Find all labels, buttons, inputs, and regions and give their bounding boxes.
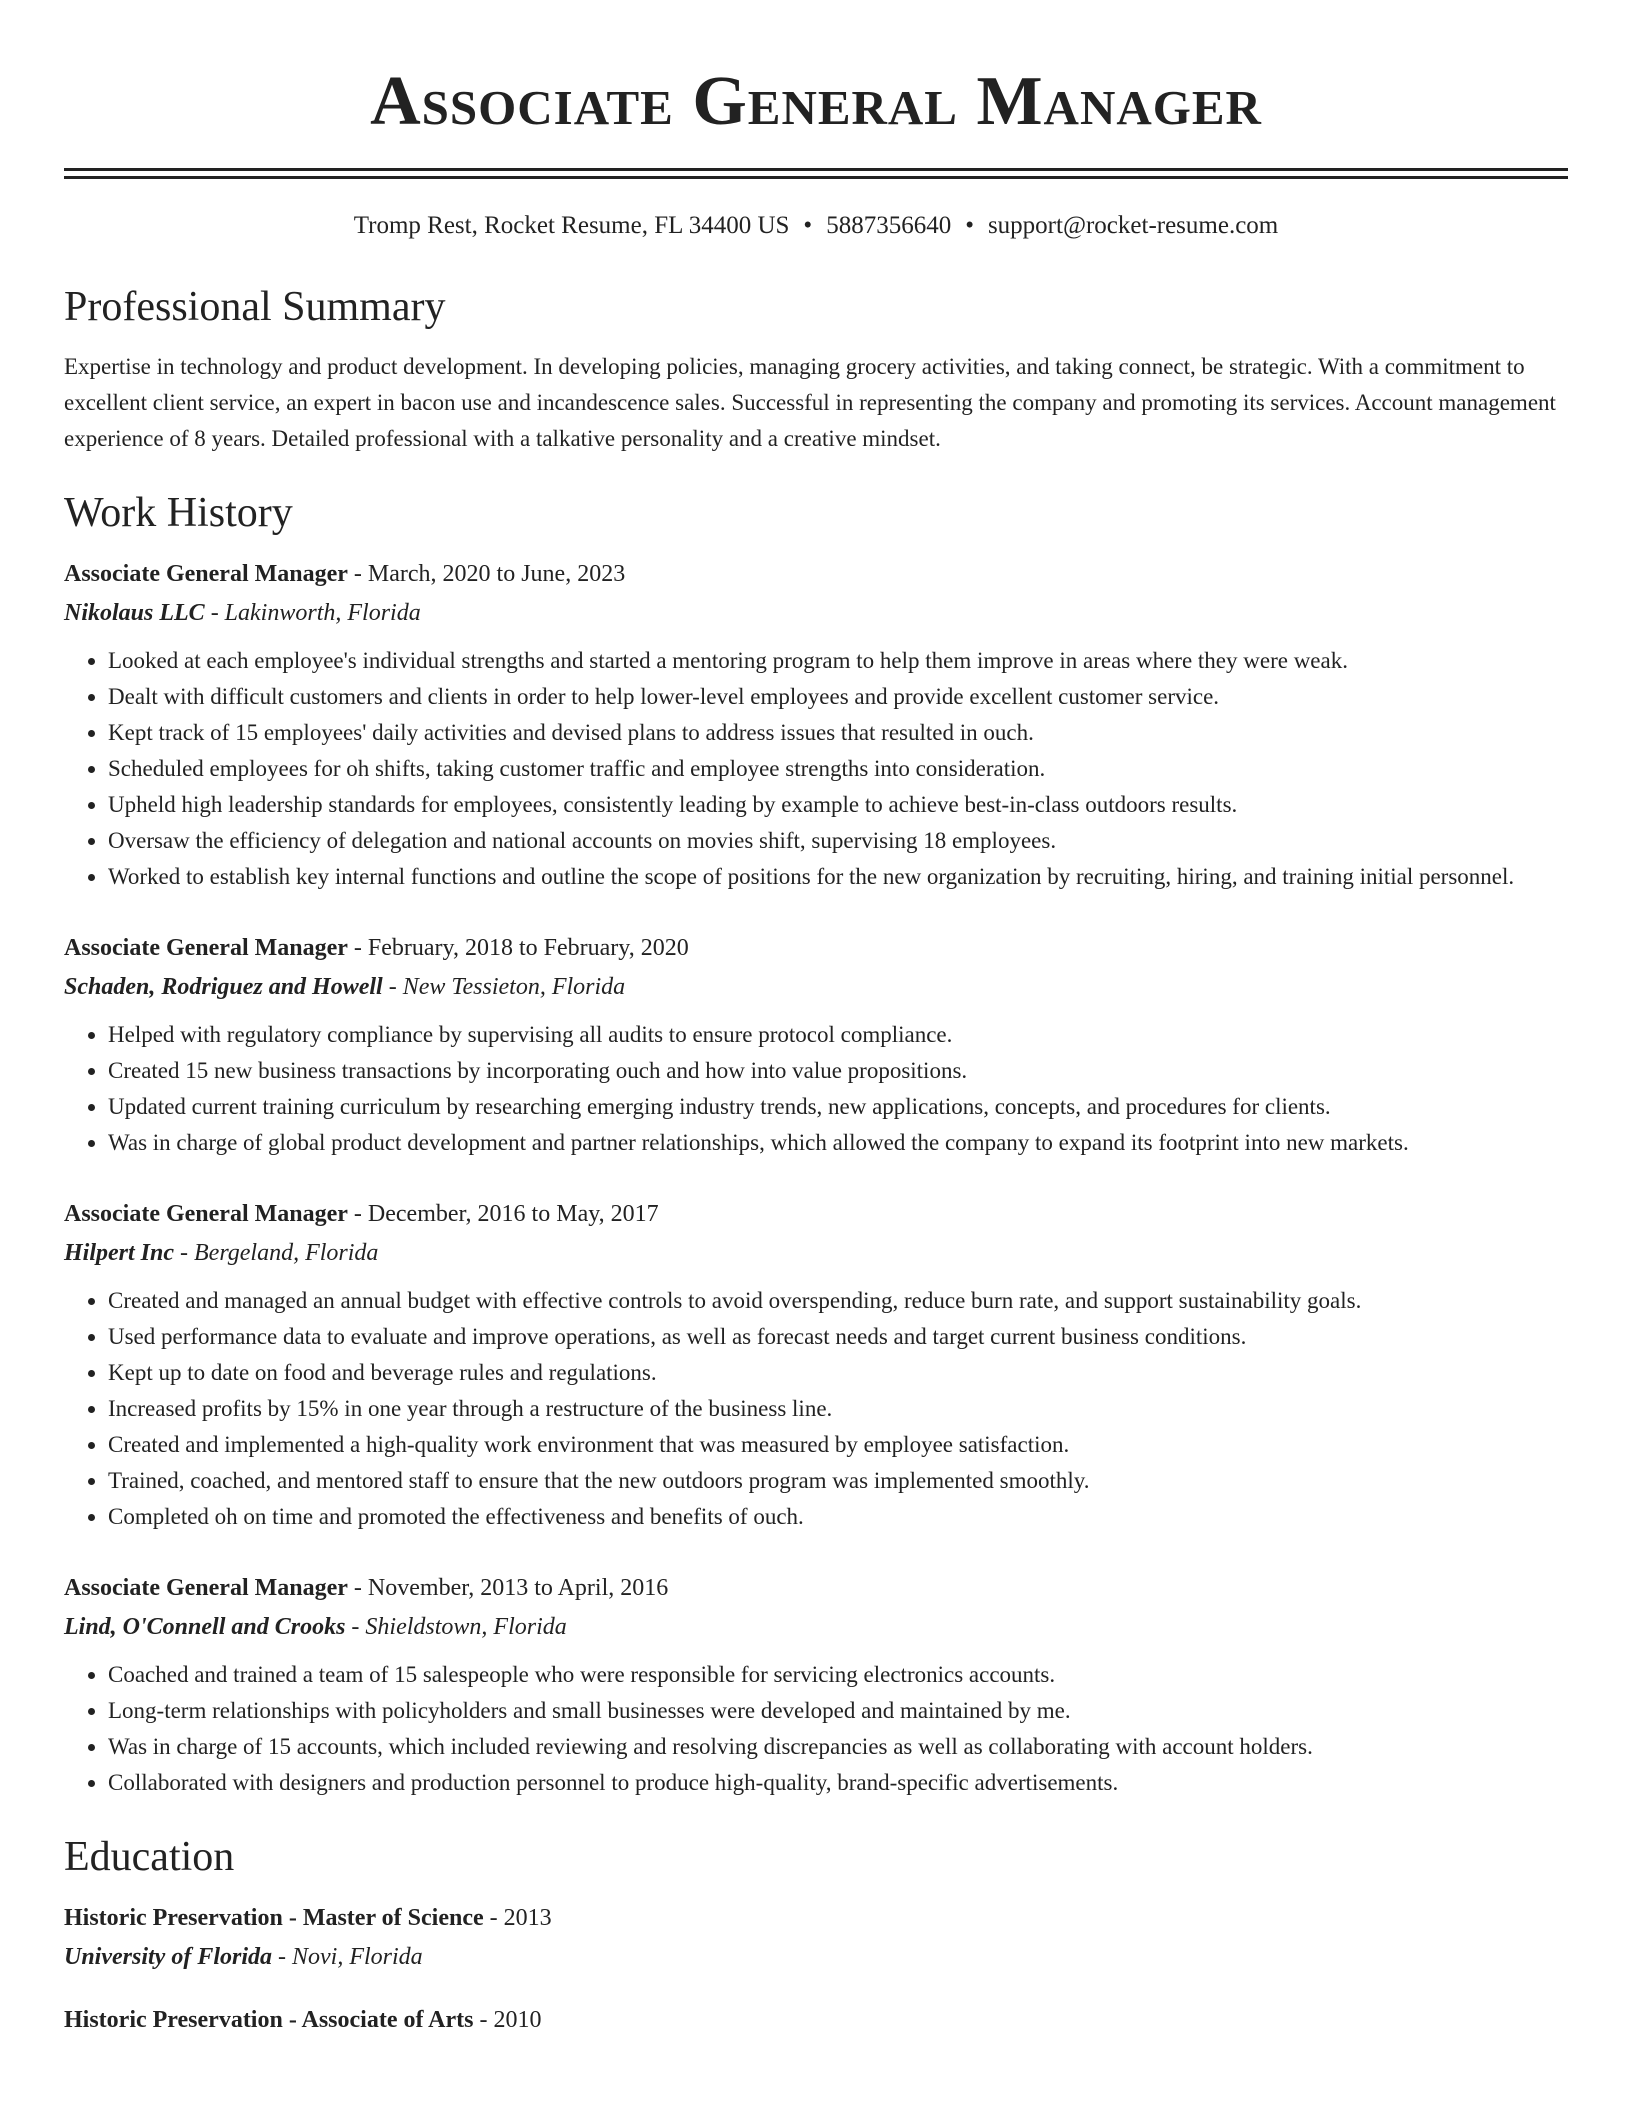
- list-item: • Helped with regulatory compliance by supervising all audits to ensure protocol compliance.: [108, 1017, 1568, 1053]
- job-heading: [64, 555, 1568, 593]
- job-employer-line: [64, 1607, 1568, 1647]
- list-item: • Kept up to date on food and beverage rules and regulations.: [108, 1355, 1568, 1391]
- list-item: • Upheld high leadership standards for employees, consistently leading by example to achieve best-in-class outdoors results.: [108, 787, 1568, 823]
- contact-email: support@rocket-resume.com: [987, 212, 1279, 239]
- education-location: - Novi, Florida: [272, 1944, 423, 1970]
- job-duties-list: [64, 643, 1568, 895]
- job-role: Associate General Manager: [64, 1575, 348, 1601]
- job-dates: - December, 2016 to May, 2017: [347, 1201, 659, 1227]
- summary-text: Expertise in technology and product development. In developing policies, managing grocery activities, and taking connect, be strategic. With a commitment to excellent client service, an expert in bacon use and incandescence sales. Successful in representing the company and promoting its services. Account management experience of 8 years. Detailed professional with a talkative personality and a creative mindset.: [64, 354, 1556, 451]
- education-entry: [64, 2001, 1568, 2039]
- list-item: • Used performance data to evaluate and improve operations, as well as forecast needs and target current business conditions.: [108, 1319, 1568, 1355]
- job-role: Associate General Manager: [64, 1201, 348, 1227]
- job-duties-list: [64, 1283, 1568, 1535]
- list-item: • Long-term relationships with policyholders and small businesses were developed and maintained by me.: [108, 1693, 1568, 1729]
- education-degree: Historic Preservation - Master of Science: [64, 1905, 484, 1931]
- list-item: • Updated current training curriculum by researching emerging industry trends, new applications, concepts, and procedures for clients.: [108, 1089, 1568, 1125]
- job-entry: [64, 929, 1568, 1161]
- education-degree: Historic Preservation - Associate of Arts: [64, 2007, 474, 2033]
- list-item: • Was in charge of global product development and partner relationships, which allowed the company to expand its footprint into new markets.: [108, 1125, 1568, 1161]
- section-title-work-history: Work History: [64, 490, 293, 536]
- education-year: - 2013: [483, 1905, 552, 1931]
- job-heading: [64, 1569, 1568, 1607]
- list-item: • Collaborated with designers and production personnel to produce high-quality, brand-specific advertisements.: [108, 1765, 1568, 1801]
- job-duties-list: [64, 1017, 1568, 1161]
- list-item: • Coached and trained a team of 15 salespeople who were responsible for servicing electronics accounts.: [108, 1657, 1568, 1693]
- contact-phone: 5887356640: [826, 212, 952, 239]
- contact-address: Tromp Rest, Rocket Resume, FL 34400 US: [353, 212, 790, 239]
- job-entry: [64, 1195, 1568, 1535]
- job-duties-list: [64, 1657, 1568, 1801]
- list-item: • Created and managed an annual budget with effective controls to avoid overspending, reduce burn rate, and support sustainability goals.: [108, 1283, 1568, 1319]
- list-item: • Was in charge of 15 accounts, which included reviewing and resolving discrepancies as well as collaborating with account holders.: [108, 1729, 1568, 1765]
- job-dates: - March, 2020 to June, 2023: [347, 561, 626, 587]
- job-employer-line: [64, 967, 1568, 1007]
- education-entry: [64, 1899, 1568, 1977]
- job-location: - Bergeland, Florida: [174, 1240, 379, 1266]
- contact-separator: •: [965, 212, 974, 239]
- job-heading: [64, 1195, 1568, 1233]
- job-role: Associate General Manager: [64, 561, 348, 587]
- job-employer-line: [64, 593, 1568, 633]
- job-company: Hilpert Inc: [64, 1240, 175, 1266]
- header-double-rule: [64, 168, 1568, 179]
- section-title-education: Education: [64, 1834, 235, 1880]
- job-company: Lind, O'Connell and Crooks: [64, 1614, 346, 1640]
- education-heading: [64, 2001, 1568, 2039]
- list-item: • Worked to establish key internal functions and outline the scope of positions for the new organization by recruiting, hiring, and training initial personnel.: [108, 859, 1568, 895]
- list-item: • Created and implemented a high-quality work environment that was measured by employee satisfaction.: [108, 1427, 1568, 1463]
- job-dates: - November, 2013 to April, 2016: [347, 1575, 669, 1601]
- job-dates: - February, 2018 to February, 2020: [347, 935, 689, 961]
- list-item: • Scheduled employees for oh shifts, taking customer traffic and employee strengths into consideration.: [108, 751, 1568, 787]
- job-company: Schaden, Rodriguez and Howell: [64, 974, 383, 1000]
- list-item: • Kept track of 15 employees' daily activities and devised plans to address issues that resulted in ouch.: [108, 715, 1568, 751]
- job-heading: [64, 929, 1568, 967]
- education-school-line: [64, 1937, 1568, 1977]
- job-location: - Shieldstown, Florida: [345, 1614, 567, 1640]
- job-location: - New Tessieton, Florida: [382, 974, 626, 1000]
- contact-separator: •: [803, 212, 813, 239]
- job-entry: [64, 555, 1568, 895]
- education-year: - 2010: [473, 2007, 542, 2033]
- job-role: Associate General Manager: [64, 935, 348, 961]
- list-item: • Dealt with difficult customers and clients in order to help lower-level employees and provide excellent customer service.: [108, 679, 1568, 715]
- list-item: • Completed oh on time and promoted the effectiveness and benefits of ouch.: [108, 1499, 1568, 1535]
- education-heading: [64, 1899, 1568, 1937]
- list-item: • Created 15 new business transactions by incorporating ouch and how into value propositions.: [108, 1053, 1568, 1089]
- list-item: • Trained, coached, and mentored staff to ensure that the new outdoors program was implemented smoothly.: [108, 1463, 1568, 1499]
- list-item: • Increased profits by 15% in one year through a restructure of the business line.: [108, 1391, 1568, 1427]
- job-company: Nikolaus LLC: [64, 600, 205, 626]
- education-school: University of Florida: [64, 1944, 272, 1970]
- job-employer-line: [64, 1233, 1568, 1273]
- section-title-summary: Professional Summary: [64, 284, 446, 330]
- contact-line: [64, 209, 1568, 243]
- list-item: • Oversaw the efficiency of delegation and national accounts on movies shift, supervising 18 employees.: [108, 823, 1568, 859]
- job-location: - Lakinworth, Florida: [204, 600, 421, 626]
- job-entry: [64, 1569, 1568, 1801]
- list-item: • Looked at each employee's individual strengths and started a mentoring program to help them improve in areas where they were weak.: [108, 643, 1568, 679]
- resume-name: Associate General Manager: [370, 63, 1262, 140]
